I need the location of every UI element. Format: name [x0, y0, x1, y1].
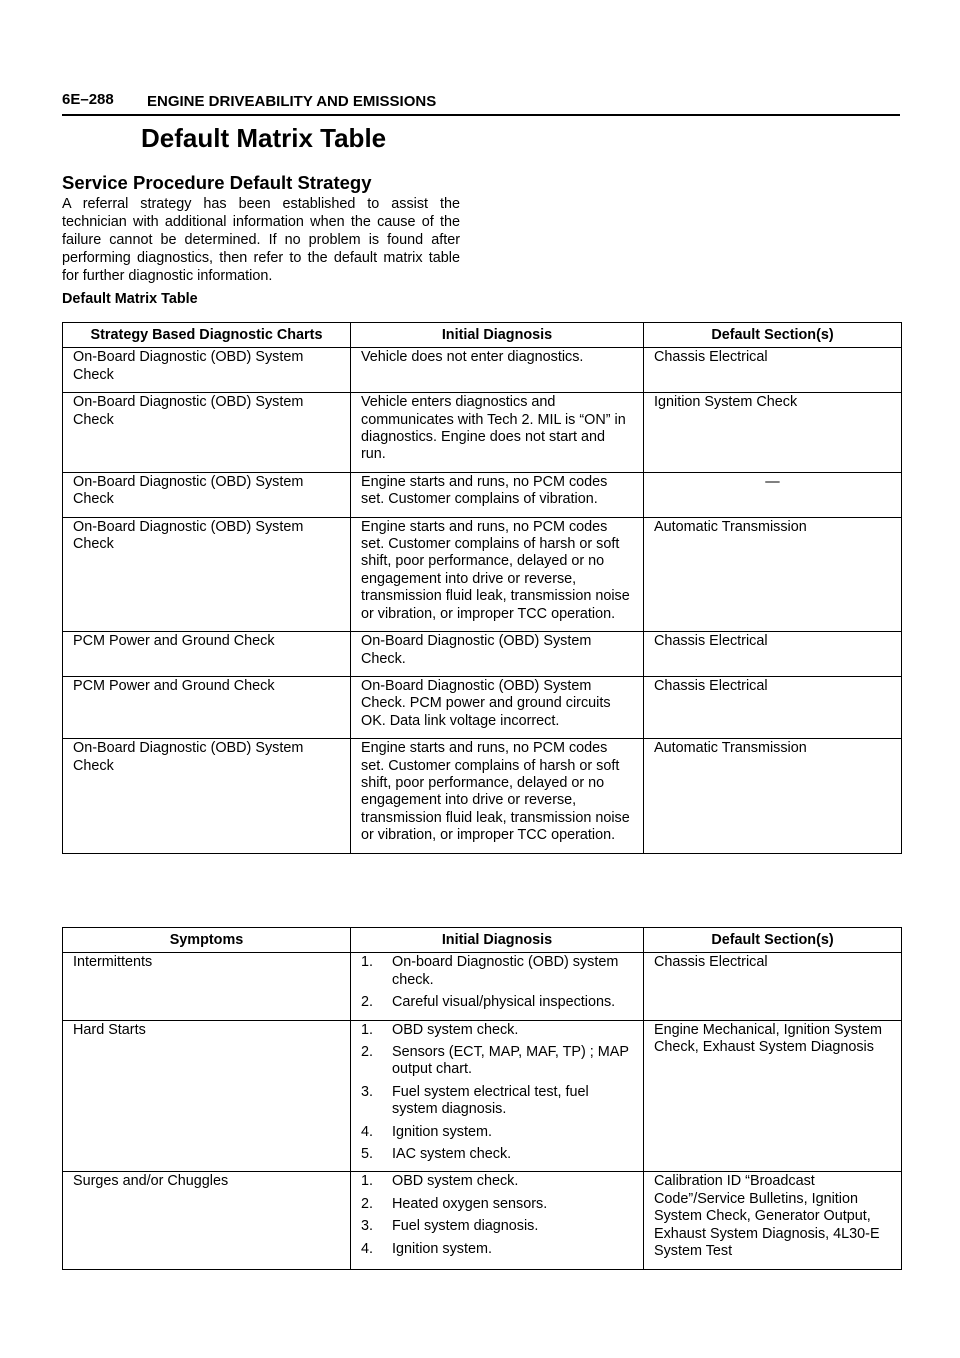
running-header-title: ENGINE DRIVEABILITY AND EMISSIONS	[147, 93, 437, 110]
strategy-chart-cell: On-Board Diagnostic (OBD) System Check	[63, 393, 351, 473]
default-section-cell: Chassis Electrical	[644, 348, 902, 393]
step-number: 3.	[361, 1083, 374, 1100]
table-row	[63, 348, 902, 393]
table-row	[63, 472, 902, 517]
step-text: Ignition system.	[392, 1123, 492, 1140]
diagnosis-steps	[361, 1173, 633, 1258]
step-number: 3.	[361, 1218, 374, 1235]
strategy-chart-cell: PCM Power and Ground Check	[63, 632, 351, 677]
table-row	[63, 953, 902, 1020]
symptoms-table	[62, 927, 902, 1270]
default-section-cell: Chassis Electrical	[644, 953, 902, 1020]
table-row	[63, 632, 902, 677]
step-number: 2.	[361, 994, 374, 1011]
diagnosis-step	[361, 1084, 633, 1119]
column-header-symptoms: Symptoms	[63, 928, 351, 953]
diagnosis-steps	[361, 954, 633, 1011]
step-number: 5.	[361, 1146, 374, 1163]
column-header-default-section: Default Section(s)	[644, 323, 902, 348]
diagnosis-step	[361, 994, 633, 1011]
initial-diagnosis-cell	[351, 953, 644, 1020]
step-number: 1.	[361, 954, 374, 971]
page-title: Default Matrix Table	[141, 123, 387, 153]
table-header-row	[63, 928, 902, 953]
header-rule	[62, 114, 900, 116]
table-row	[63, 1172, 902, 1269]
diagnosis-step	[361, 1196, 633, 1213]
default-section-cell: Chassis Electrical	[644, 676, 902, 738]
initial-diagnosis-cell: Vehicle does not enter diagnostics.	[351, 348, 644, 393]
table-row	[63, 739, 902, 853]
symptom-cell: Hard Starts	[63, 1020, 351, 1172]
step-text: Sensors (ECT, MAP, MAF, TP) ; MAP output chart.	[392, 1044, 629, 1078]
step-text: Fuel system electrical test, fuel system diagnosis.	[392, 1083, 589, 1118]
column-header-initial-diagnosis: Initial Diagnosis	[351, 928, 644, 953]
table-row	[63, 676, 902, 738]
diagnosis-step	[361, 1173, 633, 1190]
diagnosis-step	[361, 1241, 633, 1258]
column-header-default-section: Default Section(s)	[644, 928, 902, 953]
step-text: IAC system check.	[392, 1146, 512, 1163]
default-section-cell: Calibration ID “Broadcast Code”/Service Bulletins, Ignition System Check, Generator Output, Exhaust System Diagnosis, 4L30-E System Test	[644, 1172, 902, 1269]
initial-diagnosis-cell: Engine starts and runs, no PCM codes set. Customer complains of harsh or soft shift, poor performance, delayed or no engagement into drive or reverse, transmission fluid leak, transmission noise or vibration, or improper TCC operation.	[351, 517, 644, 631]
step-number: 4.	[361, 1123, 374, 1140]
table-row	[63, 1020, 902, 1172]
diagnosis-steps	[361, 1022, 633, 1164]
step-number: 2.	[361, 1044, 374, 1061]
initial-diagnosis-cell	[351, 1172, 644, 1269]
section-heading: Service Procedure Default Strategy	[62, 172, 372, 193]
default-section-cell: Automatic Transmission	[644, 517, 902, 631]
initial-diagnosis-cell: Engine starts and runs, no PCM codes set. Customer complains of vibration.	[351, 472, 644, 517]
diagnosis-step	[361, 1218, 633, 1235]
default-section-cell: Ignition System Check	[644, 393, 902, 473]
page-number: 6E–288	[62, 91, 114, 108]
initial-diagnosis-cell: On-Board Diagnostic (OBD) System Check.	[351, 632, 644, 677]
table-row	[63, 517, 902, 631]
step-text: OBD system check.	[392, 1173, 519, 1190]
initial-diagnosis-cell	[351, 1020, 644, 1172]
step-text: Fuel system diagnosis.	[392, 1218, 539, 1235]
initial-diagnosis-cell: On-Board Diagnostic (OBD) System Check. PCM power and ground circuits OK. Data link voltage incorrect.	[351, 676, 644, 738]
step-text: OBD system check.	[392, 1021, 519, 1038]
table-row	[63, 393, 902, 473]
step-text: On-board Diagnostic (OBD) system check.	[392, 954, 619, 988]
strategy-chart-cell: PCM Power and Ground Check	[63, 676, 351, 738]
default-section-cell: Chassis Electrical	[644, 632, 902, 677]
intro-paragraph: A referral strategy has been established to assist the technician with additional information when the cause of the failure cannot be determined. If no problem is found after performing diagnostics, then refer to the default matrix table for further diagnostic information.	[62, 196, 460, 284]
step-number: 1.	[361, 1173, 374, 1190]
symptom-cell: Intermittents	[63, 953, 351, 1020]
step-text: Heated oxygen sensors.	[392, 1195, 548, 1212]
table-header-row	[63, 323, 902, 348]
symptom-cell: Surges and/or Chuggles	[63, 1172, 351, 1269]
strategy-chart-table	[62, 322, 902, 854]
strategy-chart-cell: On-Board Diagnostic (OBD) System Check	[63, 472, 351, 517]
step-text: Careful visual/physical inspections.	[392, 994, 616, 1011]
diagnosis-step	[361, 1146, 633, 1163]
strategy-chart-cell: On-Board Diagnostic (OBD) System Check	[63, 739, 351, 853]
default-section-cell: Engine Mechanical, Ignition System Check, Exhaust System Diagnosis	[644, 1020, 902, 1172]
column-header-initial-diagnosis: Initial Diagnosis	[351, 323, 644, 348]
column-header-strategy: Strategy Based Diagnostic Charts	[63, 323, 351, 348]
diagnosis-step	[361, 1124, 633, 1141]
initial-diagnosis-cell: Vehicle enters diagnostics and communicates with Tech 2. MIL is “ON” in diagnostics. Engine does not start and run.	[351, 393, 644, 473]
step-number: 1.	[361, 1021, 374, 1038]
strategy-chart-cell: On-Board Diagnostic (OBD) System Check	[63, 348, 351, 393]
step-number: 4.	[361, 1240, 374, 1257]
diagnosis-step	[361, 1044, 633, 1079]
step-number: 2.	[361, 1195, 374, 1212]
strategy-chart-cell: On-Board Diagnostic (OBD) System Check	[63, 517, 351, 631]
step-text: Ignition system.	[392, 1240, 492, 1257]
table-caption: Default Matrix Table	[62, 291, 198, 307]
default-section-cell: Automatic Transmission	[644, 739, 902, 853]
default-section-cell: —	[644, 472, 902, 517]
diagnosis-step	[361, 1022, 633, 1039]
diagnosis-step	[361, 954, 633, 989]
initial-diagnosis-cell: Engine starts and runs, no PCM codes set. Customer complains of harsh or soft shift, poor performance, delayed or no engagement into drive or reverse, transmission fluid leak, transmission noise or vibration, or improper TCC operation.	[351, 739, 644, 853]
